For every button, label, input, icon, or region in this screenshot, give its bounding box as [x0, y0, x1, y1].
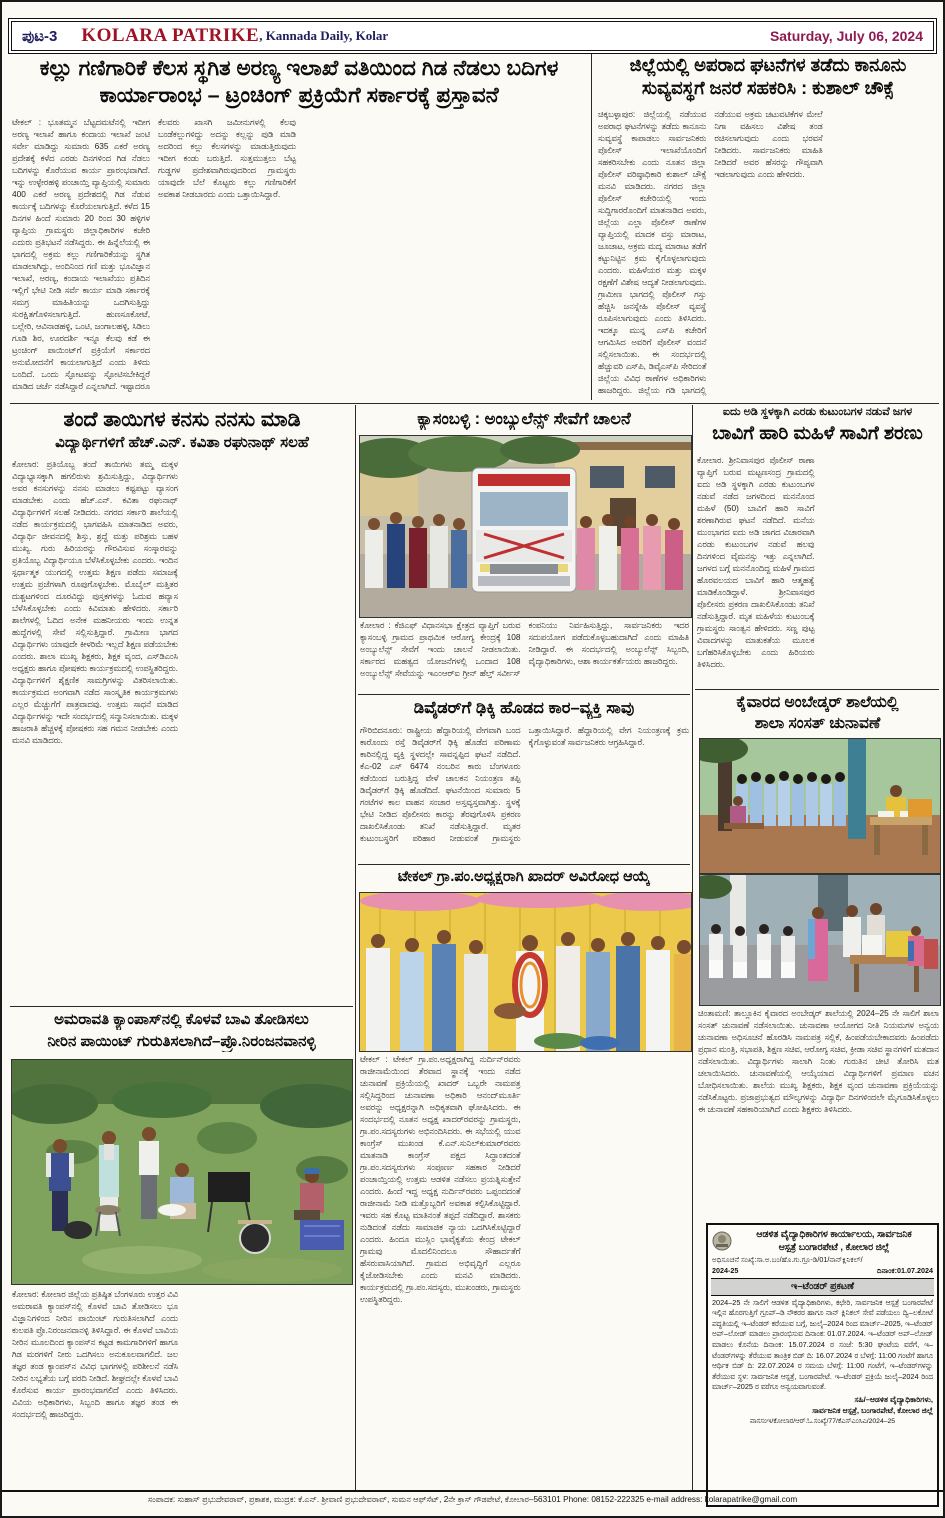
- government-emblem-icon: [712, 1231, 732, 1251]
- tender-body: 2024–25 ನೇ ಸಾಲಿಗೆ ಆಡಳಿತ ವೈದ್ಯಾಧಿಕಾರಿಗಳು, ಕಛೇರಿ, ಸಾರ್ವಜನಿಕ ಆಸ್ಪತ್ರೆ ಬಂಗಾರಪೇಟೆ ಇಲ್ಲಿನ ಹೊರಗುತ್ತಿಗೆ ಗ್ರೂಪ್–ಡಿ ನೌಕರರ ಹಾಗೂ ನಾನ್ ಕ್ಲಿನಿಕಲ್ ಸೇವೆ ಪಡೆಯಲು ದ್ವಿ–ಲಕೋಟೆ ಪದ್ಧತಿಯಲ್ಲಿ ಇ–ಟೆಂಡರ್ ಕರೆಯುವ ಬಗ್ಗೆ, ಜುಲೈ–2024 ರಿಂದ ಮಾರ್ಚ್–2025, ಇ–ಟೆಂಡರ್ ಅಪ್–ಲೋಡ್ ಮಾಡಲು ಪ್ರಾರಂಭಿಸುವ ದಿನಾಂಕ: 01.07.2024. ಇ–ಟೆಂಡರ್ ಅಪ್–ಲೋಡ್ ಮಾಡಲು ಕೊನೆಯ ದಿನಾಂಕ: 15.07.2024 ರ ಸಂಜೆ: 5:30 ಘಂಟೆಯ ವರೆಗೆ, ಇ–ಟೆಂಡರ್‌ಗಳನ್ನು ತೆರೆಯುವ ತಾಂತ್ರಿಕ ಬಿಡ್ ದಿ: 16.07.2024 ರ ಬೆಳಗ್ಗೆ: 11:00 ಗಂಟೆಗೆ ಹಾಗೂ ಆರ್ಥಿಕ ಬಿಡ್ ದಿ: 22.07.2024 ರ ಸಮಯ ಬೆಳಗ್ಗೆ: 11:00 ಗಂಟೆಗೆ, ಇ–ಟೆಂಡರ್‌ಗಳನ್ನು ತೆರೆಯುವ ಸ್ಥಳ: ಸಾರ್ವಜನಿಕ ಆಸ್ಪತ್ರೆ, ಬಂಗಾರಪೇಟೆ. ಇ–ಟೆಂಡರ್ ಪ್ರಕ್ರಿಯೆ ಜುಲೈ–2024 ರಿಂದ ಮಾರ್ಚ್–2025 ರ ವರೆಗೂ ಅನ್ವಯವಾಗುವಂತೆ.: [712, 1297, 933, 1392]
- tender-ref-year: 2024-25: [712, 1265, 739, 1275]
- headline-parents-dream: ತಂದೆ ತಾಯಿಗಳ ಕನಸು ನನಸು ಮಾಡಿ: [63, 408, 301, 431]
- headline-divider-accident: ಡಿವೈಡರ್‌ಗೆ ಢಿಕ್ಕಿ ಹೊಡದ ಕಾರ–ವ್ಯಕ್ತಿ ಸಾವು: [413, 699, 635, 717]
- headline-well-suicide: ಬಾವಿಗೆ ಹಾರಿ ಮಹಿಳೆ ಸಾವಿಗೆ ಶರಣು: [712, 422, 923, 443]
- photo-field-survey: [11, 1059, 353, 1285]
- kicker-well-suicide: ಐದು ಅಡಿ ಸ್ಥಳಕ್ಕಾಗಿ ಎರಡು ಕುಟುಂಬಗಳ ನಡುವೆ ಜಗಳ: [722, 406, 913, 418]
- field-survey-graphic: [12, 1060, 352, 1284]
- body-parents-dream: ಕೋಲಾರ: ಪ್ರತಿಯೊಬ್ಬ ತಂದೆ ತಾಯಿಗಳು ತಮ್ಮ ಮಕ್ಕಳ ವಿದ್ಯಾಭ್ಯಾಸಕ್ಕಾಗಿ ಹಗಲಿರುಳು ಶ್ರಮಿಸುತ್ತಿದ್ದು, ವಿದ್ಯಾರ್ಥಿಗಳು ಅವರ ಕನಸುಗಳನ್ನು ನನಸು ಮಾಡಲು ಕಷ್ಟಪಟ್ಟು ವ್ಯಾಸಂಗ ಮಾಡಬೇಕು ಎಂದು ಹೆಚ್.ಎನ್. ಕವಿತಾ ರಘುನಾಥ್ ವಿದ್ಯಾರ್ಥಿಗಳಿಗೆ ಸಲಹೆ ನೀಡಿದರು. ನಗರದ ಸರ್ಕಾರಿ ಶಾಲೆಯಲ್ಲಿ ನಡೆದ ಕಾರ್ಯಕ್ರಮದಲ್ಲಿ ಭಾಗವಹಿಸಿ ಮಾತನಾಡಿದ ಅವರು, ವಿದ್ಯಾರ್ಥಿ ಜೀವನದಲ್ಲಿ ಶಿಸ್ತು, ಶ್ರದ್ಧೆ ಮತ್ತು ಪರಿಶ್ರಮ ಬಹಳ ಮುಖ್ಯ. ಗುರು ಹಿರಿಯರನ್ನು ಗೌರವಿಸುವ ಸಂಸ್ಕಾರವನ್ನು ಪ್ರತಿಯೊಬ್ಬ ವಿದ್ಯಾರ್ಥಿಯೂ ಬೆಳೆಸಿಕೊಳ್ಳಬೇಕು ಎಂದರು. ಇಂದಿನ ಸ್ಪರ್ಧಾತ್ಮಕ ಯುಗದಲ್ಲಿ ಉತ್ತಮ ಶಿಕ್ಷಣ ಪಡೆದು ಸಮಾಜಕ್ಕೆ ಉತ್ತಮ ಪ್ರಜೆಗಳಾಗಿ ರೂಪುಗೊಳ್ಳಬೇಕು. ಮೊಬೈಲ್ ಮತ್ತಿತರ ದುಶ್ಚಟಗಳಿಂದ ದೂರವಿದ್ದು ಪುಸ್ತಕಗಳನ್ನು ಓದುವ ಹವ್ಯಾಸ ಬೆಳೆಸಿಕೊಳ್ಳಬೇಕು ಎಂದು ಕಿವಿಮಾತು ಹೇಳಿದರು. ಸರ್ಕಾರಿ ಶಾಲೆಗಳಲ್ಲಿ ಓದಿದ ಅನೇಕ ಮಹನೀಯರು ಇಂದು ಉನ್ನತ ಹುದ್ದೆಗಳಲ್ಲಿ ಸೇವೆ ಸಲ್ಲಿಸುತ್ತಿದ್ದಾರೆ. ಗ್ರಾಮೀಣ ಭಾಗದ ವಿದ್ಯಾರ್ಥಿಗಳು ಯಾವುದೇ ಕೀಳರಿಮೆ ಇಲ್ಲದೆ ಶಿಕ್ಷಣ ಪಡೆಯಬೇಕು ಎಂದರು. ಶಾಲಾ ಮುಖ್ಯ ಶಿಕ್ಷಕರು, ಶಿಕ್ಷಕ ವೃಂದ, ಎಸ್‌ಡಿಎಂಸಿ ಅಧ್ಯಕ್ಷರು ಹಾಗೂ ಪೋಷಕರು ಕಾರ್ಯಕ್ರಮದಲ್ಲಿ ಉಪಸ್ಥಿತರಿದ್ದರು. ವಿದ್ಯಾರ್ಥಿಗಳಿಗೆ ಶೈಕ್ಷಣಿಕ ಸಾಮಗ್ರಿಗಳನ್ನು ವಿತರಿಸಲಾಯಿತು. ಕಾರ್ಯಕ್ರಮದ ಅಂಗವಾಗಿ ನಡೆದ ಸಾಂಸ್ಕೃತಿಕ ಕಾರ್ಯಕ್ರಮಗಳು ಎಲ್ಲರ ಮೆಚ್ಚುಗೆಗೆ ಪಾತ್ರವಾದವು. ಉತ್ತಮ ಸಾಧನೆ ಮಾಡಿದ ವಿದ್ಯಾರ್ಥಿಗಳನ್ನು ಇದೇ ಸಂದರ್ಭದಲ್ಲಿ ಸನ್ಮಾನಿಸಲಾಯಿತು. ಮಕ್ಕಳ ಹಾಜರಾತಿ ಹೆಚ್ಚಳಕ್ಕೆ ಪೋಷಕರು ಸಹ ಗಮನ ನೀಡಬೇಕು ಎಂದು ಮನವಿ ಮಾಡಿದರು.: [12, 459, 178, 746]
- subheadline-parents-dream: ವಿದ್ಯಾರ್ಥಿಗಳಿಗೆ ಹೆಚ್.ಎನ್. ಕವಿತಾ ರಘುನಾಥ್ ಸಲಹೆ: [55, 434, 309, 451]
- masthead-suffix: , Kannada Daily, Kolar: [259, 28, 389, 43]
- section-rule: [695, 689, 939, 690]
- section-rule: [10, 403, 939, 404]
- page-number-label: ಪುಟ-3: [22, 27, 58, 45]
- photo-ballot-box: [699, 874, 941, 1006]
- tender-notice-box: [706, 1223, 939, 1507]
- section-rule: [358, 694, 690, 695]
- body-mining: ಟೇಕಲ್ : ಭೂತಮ್ಮನ ಬೆಟ್ಟದಮಟೆನಲ್ಲಿ ಇದೀಗ ಅರಣ್ಯ ಇಲಾಖೆ ಹಾಗೂ ಕಂದಾಯ ಇಲಾಖೆ ಜಂಟಿ ಸರ್ವೇ ಮಾಡಿದ್ದು ಸುಮಾರು 635 ಎಕರೆ ಅರಣ್ಯ ಪ್ರದೇಶಕ್ಕೆ ಕಳೆದ ಎರಡು ದಿನಗಳಿಂದ ಗಿಡ ನೆಡಲು ಬದಿಗಳನ್ನು ಕೊರೆಯುವ ಕಾರ್ಯ ಪ್ರಾರಂಭವಾಗಿದೆ. ಇನ್ನು ಉಳ್ಳೇರಹಳ್ಳಿ ಪಂಚಾಯ್ತಿ ವ್ಯಾಪ್ತಿಯಲ್ಲಿ ಸುಮಾರು 400 ಎಕರೆ ಅರಣ್ಯ ಪ್ರದೇಶದಲ್ಲಿ ಗಿಡ ನೆಡುವ ಕಾರ್ಯಕ್ಕೆ ಬದಿಗಳನ್ನು ಕೊರೆಯಲಾಗುತ್ತಿದೆ. ಕಳೆದ 15 ದಿನಗಳ ಹಿಂದೆ ಸುಮಾರು 20 ರಿಂದ 30 ಹಳ್ಳಿಗಳ ವ್ಯಾಪ್ತಿಯ ಗ್ರಾಮಸ್ಥರು ಜಿಲ್ಲಾಧಿಕಾರಿಗಳ ಕಚೇರಿ ಎದುರು ಪ್ರತಿಭಟನೆ ನಡೆಸಿದ್ದರು. ಈ ಹಿನ್ನೆಲೆಯಲ್ಲಿ ಈ ಭಾಗದಲ್ಲಿ ಅಕ್ರಮ ಕಲ್ಲು ಗಣಿಗಾರಿಕೆಯನ್ನು ಸ್ಥಗಿತ ಮಾಡಲಾಗಿದ್ದು, ಅಂದಿನಿಂದ ಗಣಿ ಮತ್ತು ಭೂವಿಜ್ಞಾನ ಇಲಾಖೆ, ಅರಣ್ಯ, ಕಂದಾಯ ಇಲಾಖೆಯು ಪ್ರತಿದಿನ ಇಲ್ಲಿಗೆ ಭೇಟಿ ನೀಡಿ ಸರ್ವೆ ಕಾರ್ಯ ಮಾಡಿ ಸರ್ಕಾರಕ್ಕೆ ಸಮಗ್ರ ಮಾಹಿತಿಯನ್ನು ಒದಗಿಸುತ್ತಿದ್ದು ಸುರಕ್ಷಿತಗೊಳಿಸಲಾಗುತ್ತಿದೆ. ಹುಣಸೂಕೋಟೆ, ಬಲ್ಲೇರಿ, ಆವಿನಾಡಹಳ್ಳಿ, ಒಂಟಿ, ಜಂಗಾಲಹಳ್ಳಿ, ಸಿಡಿಲು ಗೂಡಿ ಶಿರ, ಊರದರ್ಶಿ ಇನ್ನೂ ಕೆಲವು ಕಡೆ ಈ ಟ್ರಂಚಿಂಗ್ ಪಾಯಿಂಟ್‌ಗೆ ಪ್ರಕ್ರಿಯೆಗೆ ಸರ್ಕಾರದ ಅನುಮೋದನೆಗೆ ಕಾಯಲಾಗುತ್ತಿದೆ ಎಂದು ತಿಳಿದು ಬಂದಿದೆ. ಒಂದು ಸ್ಫೋಟವನ್ನು ಸ್ಫೋಟಿಸಬೇಕಿದ್ದರೆ ಮಾಡಿದ ಚರ್ಚೆ ನಡೆಸಿದ್ದಾರೆ ಎನ್ನಲಾಗಿದೆ. ಇಷ್ಟಾದರೂ ಕೆಲವರು ಖಾಸಗಿ ಜಮೀನುಗಳಲ್ಲಿ ಕೆಲವು ಬಂಡೆಕಲ್ಲುಗಳಿದ್ದು ಅದನ್ನು ಕಲ್ಲನ್ನು ಪುಡಿ ಮಾಡಿ ಅದರಿಂದ ಕಲ್ಲು ಕೆಲಸಗಳನ್ನು ಮಾಡುತ್ತಿರುವುದು ಇದೀಗ ಕಂಡು ಬರುತ್ತಿದೆ. ಸುತ್ತಮುತ್ತಲು ಬೆಟ್ಟ ಗುಡ್ಡಗಳ ಪ್ರದೇಶವಾಗಿರುವುದರಿಂದ ಗ್ರಾಮಸ್ಥರು ಯಾವುದೇ ಬೆಲೆ ಕೊಟ್ಟರು ಕಲ್ಲು ಗಣಿಗಾರಿಕೆಗೆ ಅವಕಾಶ ನೀಡಬಾರದು ಎಂದು ಒತ್ತಾಯಿಸಿದ್ದಾರೆ.: [12, 117, 296, 392]
- ballot-box-graphic: [700, 875, 940, 1005]
- column-rule: [692, 405, 693, 1490]
- masthead-bar: [8, 18, 937, 54]
- tender-sign-1: ಸಹಿ/–ಆಡಳಿತ ವೈದ್ಯಾಧಿಕಾರಿಗಳು,: [854, 1394, 933, 1404]
- tender-org: ಆಡಳಿತ ವೈದ್ಯಾಧಿಕಾರಿಗಳ ಕಾರ್ಯಾಲಯ, ಸಾರ್ವಜನಿಕ ಆಸ್ಪತ್ರೆ ಬಂಗಾರಪೇಟೆ , ಕೋಲಾರ ಜಿಲ್ಲೆ: [756, 1229, 912, 1252]
- tekal-felicitation-graphic: [360, 893, 691, 1051]
- tender-ref-line-2: ವಾಸಸಂಇ/ಕೋಲಾರ/ಆರ್.ಓ.ಸಂಖ್ಯೆ/77/ಕೆಎಸ್ಎಂಸಿಎ/2024–25: [749, 1418, 896, 1426]
- photo-ambulance-launch: [359, 435, 692, 618]
- headline-school-parliament-1: ಕೈವಾರದ ಅಂಬೇಡ್ಕರ್ ಶಾಲೆಯಲ್ಲಿ: [736, 694, 899, 711]
- body-tekal-election: ಟೇಕಲ್ : ಟೇಕಲ್ ಗ್ರಾ.ಪಂ.ಅಧ್ಯಕ್ಷರಾಗಿದ್ದ ನುರ್ದಿನ್‌ರವರು ರಾಜೀನಾಮೆಯಿಂದ ತೆರವಾದ ಸ್ಥಾನಕ್ಕೆ ಇಂದು ನಡೆದ ಚುನಾವಣೆ ಪ್ರಕ್ರಿಯೆಯಲ್ಲಿ ಖಾದರ್ ಒಬ್ಬರೇ ನಾಮಪತ್ರ ಸಲ್ಲಿಸಿದ್ದರಿಂದ ಚುನಾವಣಾ ಅಧಿಕಾರಿ ಆನಂದ್‌ಮೂರ್ತಿ ಅವರನ್ನು ಅಧ್ಯಕ್ಷರನ್ನಾಗಿ ಅಧಿಕೃತವಾಗಿ ಘೋಷಿಸಿದರು. ಈ ಸಂದರ್ಭದಲ್ಲಿ ನೂತನ ಅಧ್ಯಕ್ಷ ಖಾದರ್‌ರವರನ್ನು ಗ್ರಾಮಸ್ಥರು, ಗ್ರಾ.ಪಂ.ಸದಸ್ಯರುಗಳು ಅಭಿನಂದಿಸಿದರು. ಈ ಸಭೆಯಲ್ಲಿ ಯುವ ಕಾಂಗ್ರೆಸ್ ಮುಖಂಡ ಕೆ.ಎನ್.ಸುನಿಲ್‌ಕುಮಾರ್‌ರವರು ಮಾತನಾಡಿ ಕಾಂಗ್ರೆಸ್ ಪಕ್ಷದ ಸಿದ್ಧಾಂತದಂತೆ ಗ್ರಾ.ಪಂ.ಸದಸ್ಯರುಗಳು ಸಂಪೂರ್ಣ ಸಹಕಾರ ನೀಡಿದರೆ ಪಂಚಾಯ್ತಿಯಲ್ಲಿ ಉತ್ತಮ ಆಡಳಿತ ನಡೆಸಲು ಪ್ರಯತ್ನಿಸುತ್ತೇನೆ ಎಂದರು. ಹಿಂದೆ ಇದ್ದ ಅಧ್ಯಕ್ಷ ನುರ್ದಿನ್‌ರವರು ಒಪ್ಪಂದದಂತೆ ರಾಜೀನಾಮೆ ನೀಡಿ ಮತ್ತೊಬ್ಬರಿಗೆ ಅವಕಾಶ ಕಲ್ಪಿಸಿಕೊಟ್ಟಿದ್ದಾರೆ. ಇವರು ಸಹ ಕೊಟ್ಟ ಮಾತಿನಂತೆ ತಪ್ಪದೆ ನಡೆದಿದ್ದಾರೆ. ಶಾಸಕರು ನುಡಿದಂತೆ ನಡೆದು ಸಾಮಾಜಿಕ ನ್ಯಾಯ ಒದಗಿಸಿಕೊಟ್ಟಿದ್ದಾರೆ ಎಂದರು. ಹಿಂದೂ ಮುಸ್ಲಿಂ ಭಾವೈಕ್ಯತೆಯ ಕೇಂದ್ರ ಟೇಕಲ್ ಗ್ರಾಮವು ಮೊದಲಿನಿಂದಲೂ ಸೌಹಾರ್ದತೆಗೆ ಹೆಸರುವಾಸಿಯಾಗಿದೆ. ಗ್ರಾಮದ ಅಭಿವೃದ್ಧಿಗೆ ಎಲ್ಲರೂ ಕೈಜೋಡಿಸಬೇಕು ಎಂದು ಮನವಿ ಮಾಡಿದರು. ಕಾರ್ಯಕ್ರಮದಲ್ಲಿ ಗ್ರಾ.ಪಂ.ಸದಸ್ಯರು, ಮುಖಂಡರು, ಗ್ರಾಮಸ್ಥರು ಉಪಸ್ಥಿತರಿದ್ದರು.: [360, 1054, 521, 1305]
- imprint-line: ಸಂಪಾದಕ: ಸುಹಾಸ್ ಪ್ರಭುದೇವರಾವ್, ಪ್ರಕಾಶಕ, ಮುದ್ರಕ: ಕೆ.ಎನ್. ಶ್ರೀವಾಣಿ ಪ್ರಭುದೇವರಾವ್, ಸುಮನ ಆಫ್‌ಸೆಟ್, 2ನೇ ಕ್ರಾಸ್ ಗೌಡಪೇಟೆ, ಕೋಲಾರ–563101 Phone: 08152-222325 e-mail address: kolarapatrike@gmail.com: [147, 1495, 798, 1504]
- body-school-parliament: ಚಿಂತಾಮಣಿ: ತಾಲ್ಲೂಕಿನ ಕೈವಾರದ ಅಂಬೇಡ್ಕರ್ ಶಾಲೆಯಲ್ಲಿ 2024–25 ನೇ ಸಾಲಿಗೆ ಶಾಲಾ ಸಂಸತ್ ಚುನಾವಣೆ ನಡೆಸಲಾಯಿತು. ಚುನಾವಣಾ ಆಯೋಗದ ನೀತಿ ನಿಯಮಗಳ ಅನ್ವಯ ಚುನಾವಣಾ ಅಧಿಸೂಚನೆ ಹೊರಡಿಸಿ ನಾಮಪತ್ರ ಸಲ್ಲಿಕೆ, ಹಿಂಪಡೆಯಬೇಕಾದವರು ಹಿಂಪಡೆದು ಪ್ರಧಾನ ಮಂತ್ರಿ, ಸಭಾಪತಿ, ಶಿಕ್ಷಣ ಸಚಿವ, ಆರೋಗ್ಯ ಸಚಿವ, ಕ್ರೀಡಾ ಸಚಿವ ಸ್ಥಾನಗಳಿಗೆ ಮತದಾನ ನಡೆಸಲಾಯಿತು. ವಿದ್ಯಾರ್ಥಿಗಳು ಸಾಲಾಗಿ ನಿಂತು ಗುರುತಿನ ಚೀಟಿ ತೋರಿಸಿ ಮತ ಚಲಾಯಿಸಿದರು. ಚುನಾವಣೆಯಲ್ಲಿ ಆಯ್ಕೆಯಾದ ವಿದ್ಯಾರ್ಥಿಗಳಿಗೆ ಪ್ರಮಾಣ ವಚನ ಬೋಧಿಸಲಾಯಿತು. ಶಾಲೆಯ ಮುಖ್ಯ ಶಿಕ್ಷಕರು, ಶಿಕ್ಷಕ ವೃಂದ ಚುನಾವಣಾ ಪ್ರಕ್ರಿಯೆಯನ್ನು ನಡೆಸಿಕೊಟ್ಟರು. ಪ್ರಜಾಪ್ರಭುತ್ವದ ಮೌಲ್ಯಗಳನ್ನು ವಿದ್ಯಾರ್ಥಿ ದಿನಗಳಿಂದಲೇ ಮೈಗೂಡಿಸಿಕೊಳ್ಳಲು ಈ ಚುನಾವಣೆ ಸಹಕಾರಿಯಾಗಿದೆ ಎಂದು ಶಿಕ್ಷಕರು ತಿಳಿಸಿದರು.: [698, 1008, 939, 1115]
- body-well-suicide: ಕೋಲಾರ. ಶ್ರೀನಿವಾಸಪುರ ಪೊಲೀಸ್ ಠಾಣಾ ವ್ಯಾಪ್ತಿಗೆ ಬರುವ ಮಟ್ಟಣಸಂದ್ರ ಗ್ರಾಮದಲ್ಲಿ ಐದು ಅಡಿ ಸ್ಥಳಕ್ಕಾಗಿ ಎರಡು ಕುಟುಂಬಗಳ ನಡುವೆ ನಡೆದ ಜಗಳದಿಂದ ಮನನೊಂದ ಮಹಿಳೆ (50) ಬಾವಿಗೆ ಹಾರಿ ಸಾವಿಗೆ ಶರಣಾಗಿರುವ ಘಟನೆ ನಡೆದಿದೆ. ಮನೆಯ ಮುಂಭಾಗದ ಐದು ಅಡಿ ಜಾಗದ ವಿಚಾರವಾಗಿ ಎರಡು ಕುಟುಂಬಗಳ ನಡುವೆ ಹಲವು ದಿನಗಳಿಂದ ವೈಮನಸ್ಸು ಇತ್ತು ಎನ್ನಲಾಗಿದೆ. ಜಗಳದ ಬಗ್ಗೆ ಮನನೊಂದಿದ್ದ ಮಹಿಳೆ ಗ್ರಾಮದ ಹೊರವಲಯದ ಬಾವಿಗೆ ಹಾರಿ ಆತ್ಮಹತ್ಯೆ ಮಾಡಿಕೊಂಡಿದ್ದಾಳೆ. ಶ್ರೀನಿವಾಸಪುರ ಪೊಲೀಸರು ಪ್ರಕರಣ ದಾಖಲಿಸಿಕೊಂಡು ತನಿಖೆ ನಡೆಸುತ್ತಿದ್ದಾರೆ. ಮೃತ ಮಹಿಳೆಯ ಕುಟುಂಬಕ್ಕೆ ಗ್ರಾಮಸ್ಥರು ಸಾಂತ್ವನ ಹೇಳಿದರು. ಸಣ್ಣ ಪುಟ್ಟ ವಿವಾದಗಳನ್ನು ಮಾತುಕತೆಯ ಮೂಲಕ ಬಗೆಹರಿಸಿಕೊಳ್ಳಬೇಕು ಎಂದು ಹಿರಿಯರು ತಿಳಿಸಿದರು.: [697, 455, 815, 670]
- headline-ambulance: ಕ್ಯಾಸಂಬಳ್ಳಿ : ಅಂಬ್ಯುಲೆನ್ಸ್ ಸೇವೆಗೆ ಚಾಲನೆ: [417, 410, 631, 428]
- tender-band-title: ಇ–ಟೆಂಡರ್ ಪ್ರಕಟಣೆ: [711, 1278, 934, 1296]
- column-rule: [591, 54, 592, 400]
- headline-tekal-election: ಟೇಕಲ್ ಗ್ರಾ.ಪಂ.ಅಧ್ಯಕ್ಷರಾಗಿ ಖಾದರ್ ಅವಿರೋಧ ಆಯ್ಕೆ: [397, 869, 651, 885]
- photo-tekal-felicitation: [359, 892, 692, 1052]
- section-rule: [358, 864, 690, 865]
- body-divider-accident: ಗೌರಿಬಿದನೂರು: ರಾಷ್ಟ್ರೀಯ ಹೆದ್ದಾರಿಯಲ್ಲಿ ವೇಗವಾಗಿ ಬಂದ ಕಾರೊಂದು ರಸ್ತೆ ಡಿವೈಡರ್‌ಗೆ ಢಿಕ್ಕಿ ಹೊಡೆದ ಪರಿಣಾಮ ಕಾರಿನಲ್ಲಿದ್ದ ವ್ಯಕ್ತಿ ಸ್ಥಳದಲ್ಲೇ ಸಾವನ್ನಪ್ಪಿದ ಘಟನೆ ನಡೆದಿದೆ. ಕೆಎ-02 ಎಸ್ 6474 ನಂಬರಿನ ಕಾರು ಬೆಂಗಳೂರು ಕಡೆಯಿಂದ ಬರುತ್ತಿದ್ದ ವೇಳೆ ಚಾಲಕನ ನಿಯಂತ್ರಣ ತಪ್ಪಿ ಡಿವೈಡರ್‌ಗೆ ಢಿಕ್ಕಿ ಹೊಡೆದಿದೆ. ಘಟನೆಯಿಂದ ಸುಮಾರು 5 ಗಂಟೆಗಳ ಕಾಲ ವಾಹನ ಸಂಚಾರ ಅಸ್ತವ್ಯಸ್ತವಾಗಿತ್ತು. ಸ್ಥಳಕ್ಕೆ ಭೇಟಿ ನೀಡಿದ ಪೊಲೀಸರು ಕಾರನ್ನು ತೆರವುಗೊಳಿಸಿ ಪ್ರಕರಣ ದಾಖಲಿಸಿಕೊಂಡು ತನಿಖೆ ನಡೆಸುತ್ತಿದ್ದಾರೆ. ಮೃತರ ಕುಟುಂಬಸ್ಥರಿಗೆ ಪರಿಹಾರ ನೀಡುವಂತೆ ಗ್ರಾಮಸ್ಥರು ಒತ್ತಾಯಿಸಿದ್ದಾರೆ. ಹೆದ್ದಾರಿಯಲ್ಲಿ ವೇಗ ನಿಯಂತ್ರಣಕ್ಕೆ ಕ್ರಮ ಕೈಗೊಳ್ಳುವಂತೆ ಸಾರ್ವಜನಿಕರು ಆಗ್ರಹಿಸಿದ್ದಾರೆ.: [360, 725, 689, 844]
- headline-crime-meet: ಜಿಲ್ಲೆಯಲ್ಲಿ ಅಪರಾದ ಘಟನೆಗಳ ತಡೆದು ಕಾನೂನು ಸುವ್ಯವಸ್ಥಗೆ ಜನರೆ ಸಹಕರಿಸಿ : ಕುಶಾಲ್ ಚೌಕ್ಸೆ: [629, 55, 907, 98]
- headline-school-parliament-2: ಶಾಲಾ ಸಂಸತ್ ಚುನಾವಣೆ: [754, 715, 881, 732]
- body-crime-meet: ಚಿಕ್ಕಬಳ್ಳಾಪುರ: ಜಿಲ್ಲೆಯಲ್ಲಿ ನಡೆಯುವ ಅಪರಾಧ ಘಟನೆಗಳನ್ನು ತಡೆದು ಕಾನೂನು ಸುವ್ಯವಸ್ಥೆ ಕಾಪಾಡಲು ಸಾರ್ವಜನಿಕರು ಪೊಲೀಸ್ ಇಲಾಖೆಯೊಂದಿಗೆ ಸಹಕರಿಸಬೇಕು ಎಂದು ನೂತನ ಜಿಲ್ಲಾ ಪೊಲೀಸ್ ವರಿಷ್ಠಾಧಿಕಾರಿ ಕುಶಾಲ್ ಚೌಕ್ಸೆ ಮನವಿ ಮಾಡಿದರು. ನಗರದ ಜಿಲ್ಲಾ ಪೊಲೀಸ್ ಕಚೇರಿಯಲ್ಲಿ ಇಂದು ಸುದ್ದಿಗಾರರೊಂದಿಗೆ ಮಾತನಾಡಿದ ಅವರು, ಜಿಲ್ಲೆಯ ಎಲ್ಲಾ ಪೊಲೀಸ್ ಠಾಣೆಗಳ ವ್ಯಾಪ್ತಿಯಲ್ಲಿ ಮಾದಕ ವಸ್ತು ಮಾರಾಟ, ಜೂಜಾಟ, ಅಕ್ರಮ ಮದ್ಯ ಮಾರಾಟ ತಡೆಗೆ ಕಟ್ಟುನಿಟ್ಟಿನ ಕ್ರಮ ಕೈಗೊಳ್ಳಲಾಗುವುದು ಎಂದರು. ಮಹಿಳೆಯರ ಮತ್ತು ಮಕ್ಕಳ ರಕ್ಷಣೆಗೆ ವಿಶೇಷ ಆದ್ಯತೆ ನೀಡಲಾಗುವುದು. ಗ್ರಾಮೀಣ ಭಾಗದಲ್ಲಿ ಪೊಲೀಸ್ ಗಸ್ತು ಹೆಚ್ಚಿಸಿ ಜನಸ್ನೇಹಿ ಪೊಲೀಸ್ ವ್ಯವಸ್ಥೆ ರೂಪಿಸಲಾಗುವುದು ಎಂದು ತಿಳಿಸಿದರು. ಇದಕ್ಕೂ ಮುನ್ನ ಎಸ್‌ಪಿ ಕಚೇರಿಗೆ ಆಗಮಿಸಿದ ಅವರಿಗೆ ಪೊಲೀಸ್ ವಂದನೆ ಸಲ್ಲಿಸಲಾಯಿತು. ಈ ಸಂದರ್ಭದಲ್ಲಿ ಹೆಚ್ಚುವರಿ ಎಸ್‌ಪಿ, ಡಿವೈಎಸ್‌ಪಿ ಸೇರಿದಂತೆ ಜಿಲ್ಲೆಯ ವಿವಿಧ ಠಾಣೆಗಳ ಅಧಿಕಾರಿಗಳು ಹಾಜರಿದ್ದರು. ಜಿಲ್ಲೆಯ ಗಡಿ ಭಾಗದಲ್ಲಿ ನಡೆಯುವ ಅಕ್ರಮ ಚಟುವಟಿಕೆಗಳ ಮೇಲೆ ನಿಗಾ ವಹಿಸಲು ವಿಶೇಷ ತಂಡ ರಚಿಸಲಾಗುವುದು ಎಂದು ಭರವಸೆ ನೀಡಿದರು. ಸಾರ್ವಜನಿಕರು ಮಾಹಿತಿ ನೀಡಿದರೆ ಅವರ ಹೆಸರನ್ನು ಗೌಪ್ಯವಾಗಿ ಇಡಲಾಗುವುದು ಎಂದು ಹೇಳಿದರು.: [598, 109, 823, 396]
- tender-ref-date: ದಿನಾಂಕ:01.07.2024: [877, 1265, 933, 1275]
- tender-ref-line: ಅಧಿಸೂಚನೆ ಸಂಖ್ಯೆ:ಸಾ.ಅ.ಬಂ/ಹೊ.ಗು.ಗ್ರೂ-ಡಿ/01/ನಾನ್‌ಕ್ಲಿನಿಕಲ್/: [712, 1255, 863, 1265]
- photo-voting-queue: [699, 738, 941, 874]
- masthead-date: Saturday, July 06, 2024: [769, 28, 923, 44]
- body-amaravati: ಕೋಲಾರ: ಕೋಲಾರ ಜಿಲ್ಲೆಯ ಪ್ರತಿಷ್ಠಿತ ಬೆಂಗಳೂರು ಉತ್ತರ ವಿವಿ ಅಮರಾವತಿ ಕ್ಯಾಂಪಸ್‌ನಲ್ಲಿ ಕೊಳವೆ ಬಾವಿ ತೋಡಿಸಲು ಭೂ ವಿಜ್ಞಾನಿಗಳಿಂದ ನೀರಿನ ಪಾಯಿಂಟ್ ಗುರುತಿಸಲಾಗಿದೆ ಎಂದು ಕುಲಪತಿ ಪ್ರೊ.ನಿರಂಜನವಾನಳ್ಳಿ ತಿಳಿಸಿದ್ದಾರೆ. ಈ ಕೊಳವೆ ಬಾವಿಯ ನೀರಿನ ಮೂಲದಿಂದ ಕ್ಯಾಂಪಸ್‌ನ ಕಟ್ಟಡ ಕಾಮಗಾರಿಗಳಿಗೆ ಹಾಗೂ ಗಿಡ ಮರಗಳಿಗೆ ನೀರು ಒದಗಿಸಲು ಅನುಕೂಲವಾಗಲಿದೆ. ಜಲ ತಜ್ಞರ ತಂಡ ಕ್ಯಾಂಪಸ್‌ನ ವಿವಿಧ ಭಾಗಗಳಲ್ಲಿ ಪರಿಶೀಲನೆ ನಡೆಸಿ ನೀರಿನ ಲಭ್ಯತೆಯ ಬಗ್ಗೆ ವರದಿ ನೀಡಿದೆ. ಶೀಘ್ರದಲ್ಲೇ ಕೊಳವೆ ಬಾವಿ ಕೊರೆಸುವ ಕಾರ್ಯ ಪ್ರಾರಂಭವಾಗಲಿದೆ ಎಂದು ತಿಳಿಸಿದರು. ವಿವಿಯ ಅಧಿಕಾರಿಗಳು, ಸಿಬ್ಬಂದಿ ಹಾಗೂ ತಜ್ಞರ ತಂಡ ಈ ಸಂದರ್ಭದಲ್ಲಿ ಹಾಜರಿದ್ದರು.: [12, 1289, 178, 1420]
- headline-mining: ಕಲ್ಲು ಗಣಿಗಾರಿಕೆ ಕೆಲಸ ಸ್ಥಗಿತ ಅರಣ್ಯ ಇಲಾಖೆ ವತಿಯಿಂದ ಗಿಡ ನೆಡಲು ಬದಿಗಳ ಕಾರ್ಯಾರಾಂಭ – ಟ್ರಂಚಿಂಗ್ ಪ್ರಕ್ರಿಯೆಗೆ ಸರ್ಕಾರಕ್ಕೆ ಪ್ರಸ್ತಾವನೆ: [39, 56, 559, 107]
- tender-sign-2: ಸಾರ್ವಜನಿಕ ಆಸ್ಪತ್ರೆ, ಬಂಗಾರಪೇಟೆ, ಕೋಲಾರ ಜಿಲ್ಲೆ: [812, 1405, 933, 1415]
- headline-amaravati-2: ನೀರಿನ ಪಾಯಿಂಟ್ ಗುರುತಿಸಲಾಗಿದೆ–ಪ್ರೊ.ನಿರಂಜನವಾನಳ್ಳಿ: [47, 1033, 316, 1050]
- voting-queue-graphic: [700, 739, 940, 873]
- column-rule: [355, 405, 356, 1490]
- ambulance-launch-graphic: [360, 436, 691, 617]
- headline-amaravati-1: ಅಮರಾವತಿ ಕ್ಯಾಂಪಾಸ್‌ನಲ್ಲಿ ಕೊಳವೆ ಬಾವಿ ತೋಡಿಸಲು: [54, 1011, 309, 1028]
- footer-rule: [2, 1490, 943, 1492]
- body-ambulance: ಕೋಲಾರ : ಕೆಜಿಎಫ್ ವಿಧಾನಸಭಾ ಕ್ಷೇತ್ರದ ವ್ಯಾಪ್ತಿಗೆ ಬರುವ ಕ್ಯಾಸಂಬಳ್ಳಿ ಗ್ರಾಮದ ಪ್ರಾಥಮಿಕ ಆರೋಗ್ಯ ಕೇಂದ್ರಕ್ಕೆ 108 ಅಂಬ್ಯುಲೆನ್ಸ್ ಸೇವೆಗೆ ಇಂದು ಚಾಲನೆ ನೀಡಲಾಯಿತು. ಸರ್ಕಾರದ ಮಹತ್ವದ ಯೋಜನೆಗಳಲ್ಲಿ ಒಂದಾದ 108 ಅಂಬ್ಯುಲೆನ್ಸ್ ಸೇವೆಯನ್ನು ಇಎಂಆರ್‌ಐ ಗ್ರೀನ್ ಹೆಲ್ತ್ ಸರ್ವೀಸ್ ಕಂಪನಿಯು ನಿರ್ವಹಿಸುತ್ತಿದ್ದು, ಸಾರ್ವಜನಿಕರು ಇದರ ಸದುಪಯೋಗ ಪಡೆದುಕೊಳ್ಳಬಹುದಾಗಿದೆ ಎಂದು ಮಾಹಿತಿ ನೀಡಿದ್ದಾರೆ. ಈ ಸಂದರ್ಭದಲ್ಲಿ ಅಂಬ್ಯುಲೆನ್ಸ್ ಸಿಬ್ಬಂದಿ, ವೈದ್ಯಾಧಿಕಾರಿಗಳು, ಆಶಾ ಕಾರ್ಯಕರ್ತೆಯರು ಹಾಜರಿದ್ದರು.: [360, 620, 689, 679]
- section-rule: [10, 1006, 353, 1007]
- masthead-title: KOLARA PATRIKE: [81, 25, 260, 46]
